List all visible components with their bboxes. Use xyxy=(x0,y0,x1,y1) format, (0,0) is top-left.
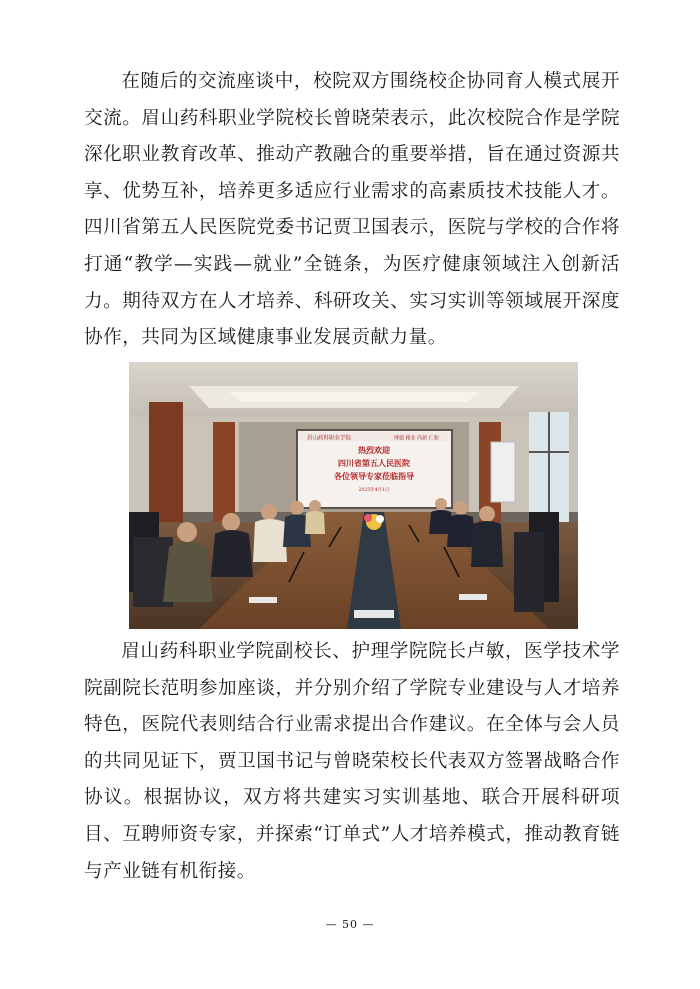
screen-line-2: 各位领导专家莅临指导 xyxy=(334,471,414,481)
screen-title: 热烈欢迎 xyxy=(358,445,390,455)
screen-header-text: 眉山药科职业学院 xyxy=(307,435,352,442)
page-number: — 50 — xyxy=(325,918,375,931)
body-paragraph-2: 眉山药科职业学院副校长、护理学院院长卢敏，医学技术学院副院长范明参加座谈，并分别介绍了学院专业建设与人才培养特色，医院代表则结合行业需求提出合作建议。在全体与会人员的共同见证下，贾卫国书记与曾晓荣校长代表双方签署战略合作协议。根据协议，双方将共建实习实训基地、联合开展科研项目、互聘师资专家，并探索“订单式”人才培养模式，推动教育链与产业链有机衔接。 xyxy=(84,641,620,882)
screen-header-right-text: 博德 精业 尚新 仁和 xyxy=(394,435,439,442)
meeting-photo xyxy=(129,362,578,629)
screen-date: 2025年4月1日 xyxy=(358,488,390,493)
body-paragraph-1: 在随后的交流座谈中，校院双方围绕校企协同育人模式展开交流。眉山药科职业学院校长曾晓荣表示，此次校院合作是学院深化职业教育改革、推动产教融合的重要举措，旨在通过资源共享、优势互补，培养更多适应行业需求的高素质技术技能人才。四川省第五人民医院党委书记贾卫国表示，医院与学校的合作将打通“教学—实践—就业”全链条，为医疗健康领域注入创新活力。期待双方在人才培养、科研攻关、实习实训等领域展开深度协作，共同为区域健康事业发展贡献力量。 xyxy=(84,71,620,349)
screen-line-1: 四川省第五人民医院 xyxy=(338,458,410,468)
